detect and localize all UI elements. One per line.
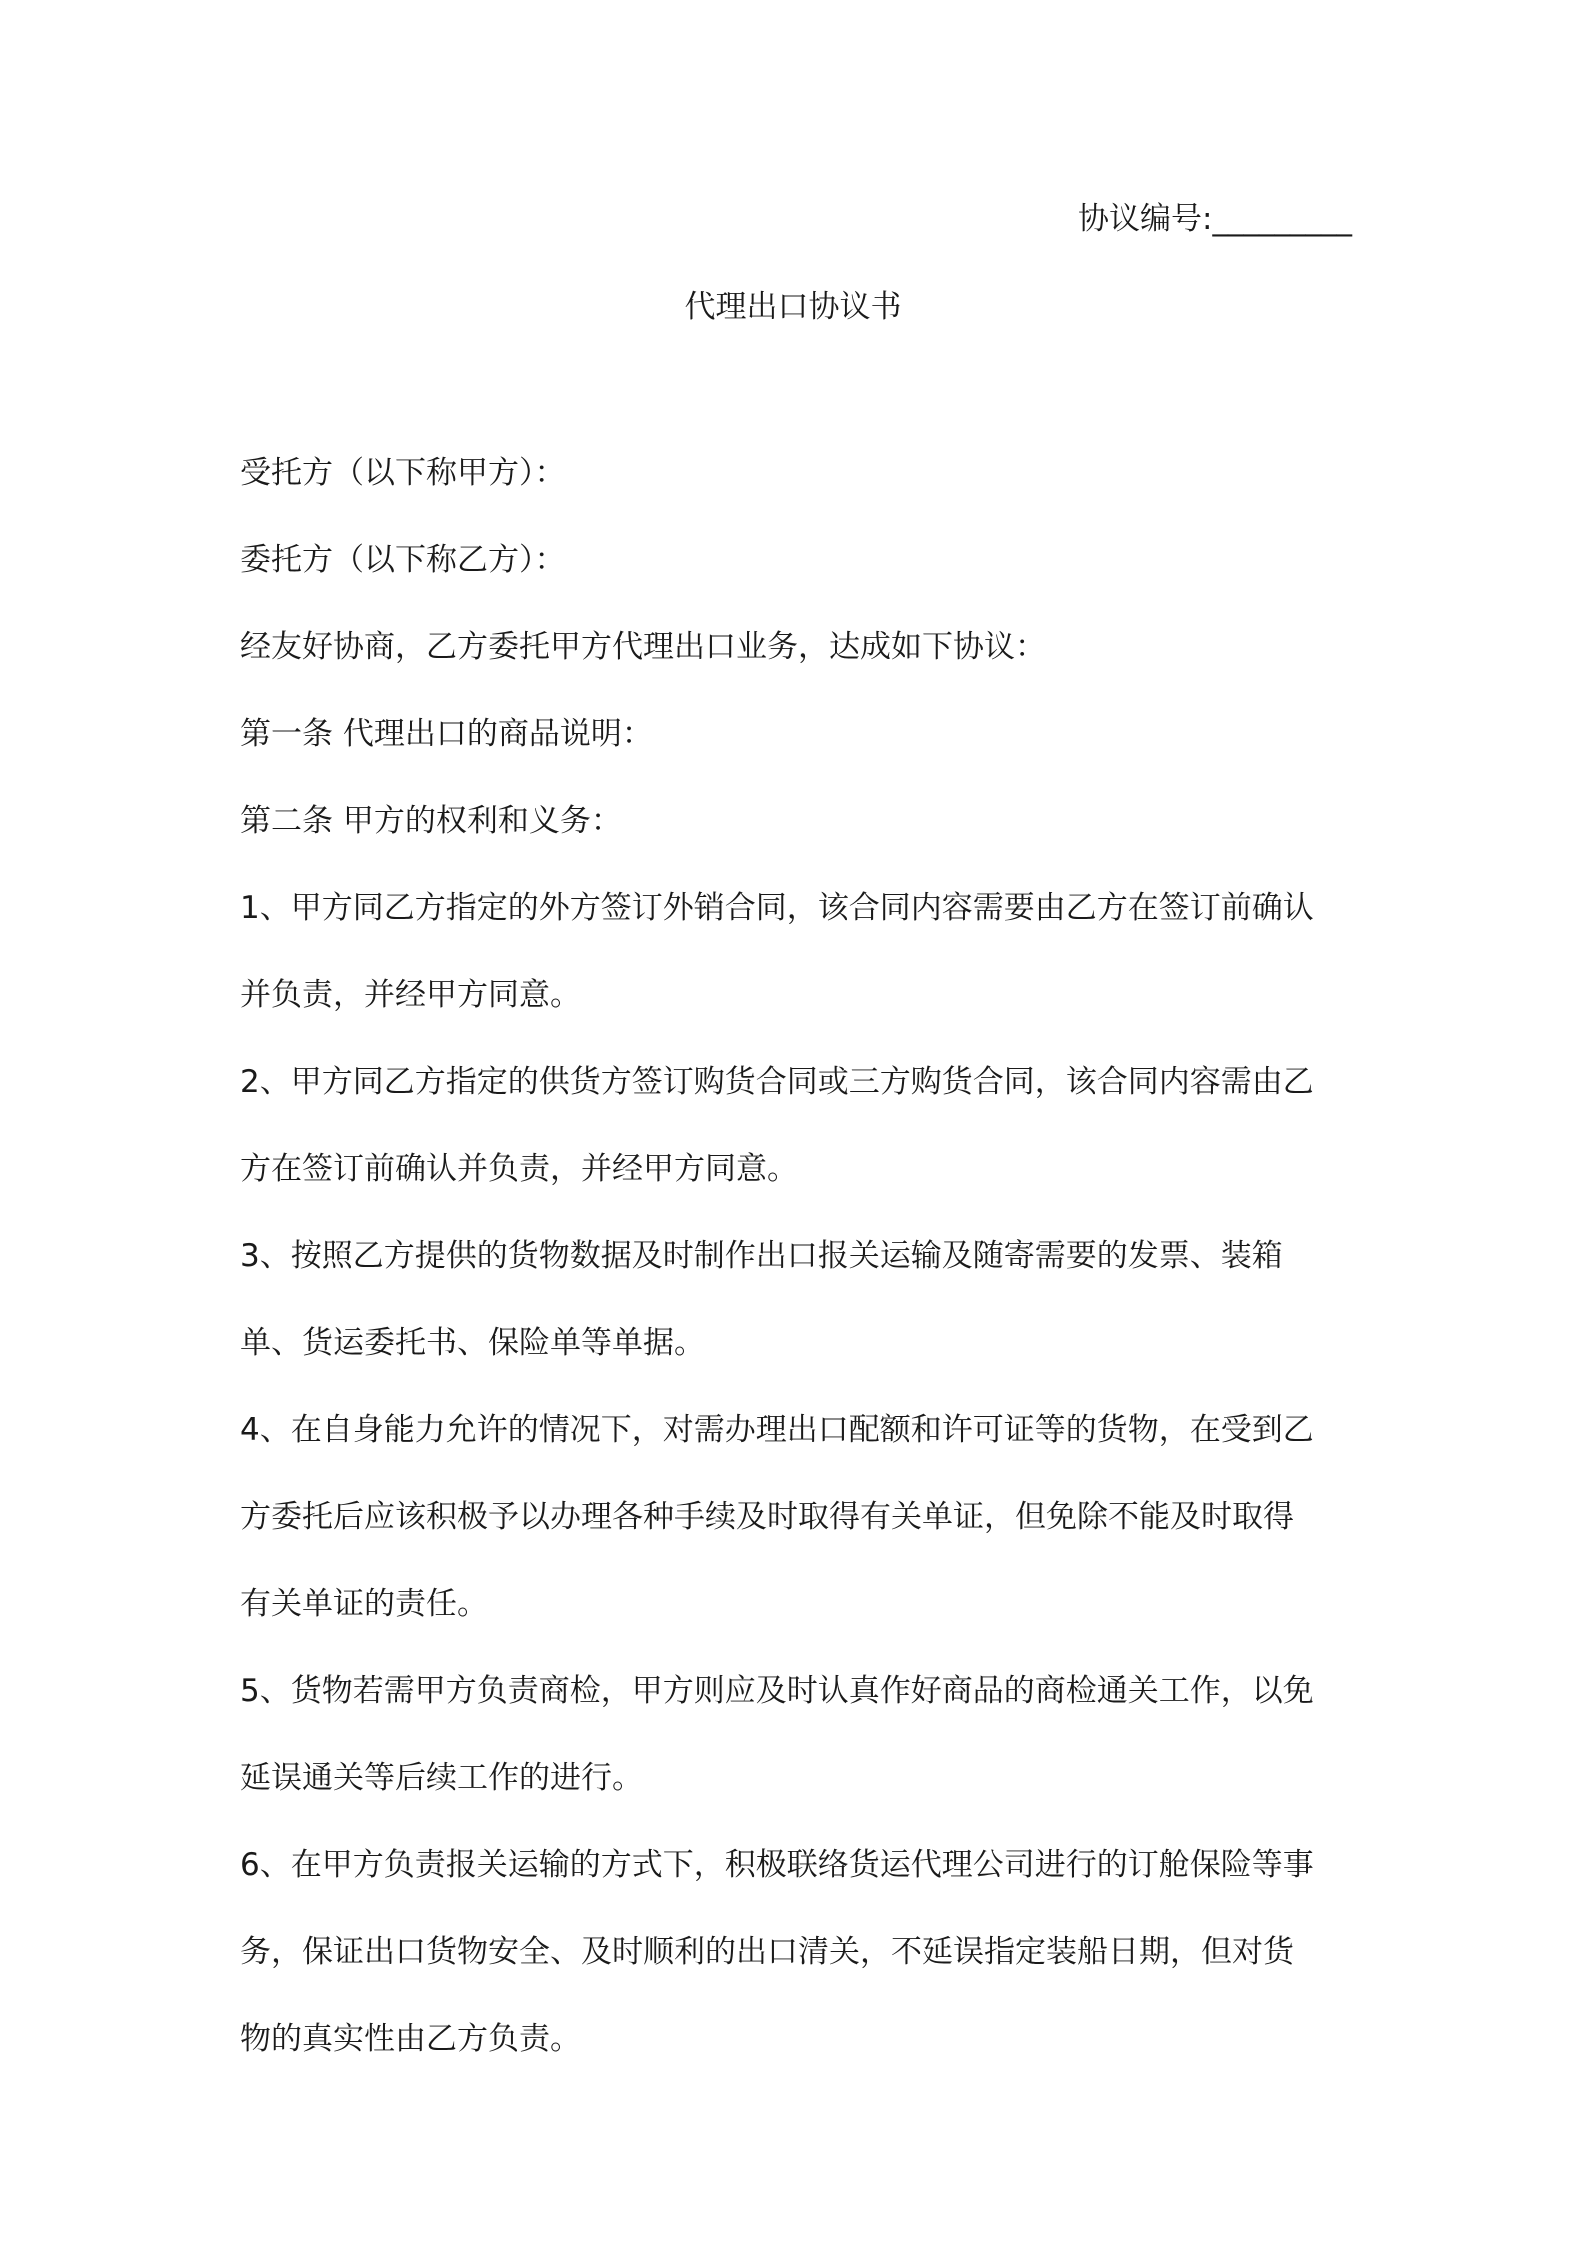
article-two-heading: 第二条 甲方的权利和义务： [240, 803, 622, 839]
clause-4-line-3: 有关单证的责任。 [240, 1586, 488, 1622]
clause-5-line-1: 5、货物若需甲方负责商检，甲方则应及时认真作好商品的商检通关工作，以免 [240, 1673, 1314, 1709]
agreement-number-label: 协议编号:_________ [1078, 201, 1352, 237]
article-one-heading: 第一条 代理出口的商品说明： [240, 716, 653, 752]
clause-2-line-2: 方在签订前确认并负责，并经甲方同意。 [240, 1151, 798, 1187]
document-body [240, 430, 1360, 2083]
clause-4-line-2: 方委托后应该积极予以办理各种手续及时取得有关单证，但免除不能及时取得 [240, 1499, 1294, 1535]
clause-2-line-1: 2、甲方同乙方指定的供货方签订购货合同或三方购货合同，该合同内容需由乙 [240, 1064, 1314, 1100]
clause-3-line-1: 3、按照乙方提供的货物数据及时制作出口报关运输及随寄需要的发票、装箱 [240, 1238, 1283, 1274]
preamble-line: 经友好协商，乙方委托甲方代理出口业务，达成如下协议： [240, 629, 1046, 665]
clause-6-line-2: 务，保证出口货物安全、及时顺利的出口清关，不延误指定装船日期，但对货 [240, 1934, 1294, 1970]
clause-5-line-2: 延误通关等后续工作的进行。 [240, 1760, 643, 1796]
clause-1-line-2: 并负责，并经甲方同意。 [240, 977, 581, 1013]
clause-6-line-1: 6、在甲方负责报关运输的方式下，积极联络货运代理公司进行的订舱保险等事 [240, 1847, 1314, 1883]
party-b-line: 委托方（以下称乙方）： [240, 542, 566, 578]
clause-4-line-1: 4、在自身能力允许的情况下，对需办理出口配额和许可证等的货物，在受到乙 [240, 1412, 1314, 1448]
clause-3-line-2: 单、货运委托书、保险单等单据。 [240, 1325, 705, 1361]
clause-6-line-3: 物的真实性由乙方负责。 [240, 2021, 581, 2057]
document-title: 代理出口协议书 [684, 289, 902, 325]
party-a-line: 受托方（以下称甲方）： [240, 455, 566, 491]
clause-1-line-1: 1、甲方同乙方指定的外方签订外销合同，该合同内容需要由乙方在签订前确认 [240, 890, 1314, 926]
